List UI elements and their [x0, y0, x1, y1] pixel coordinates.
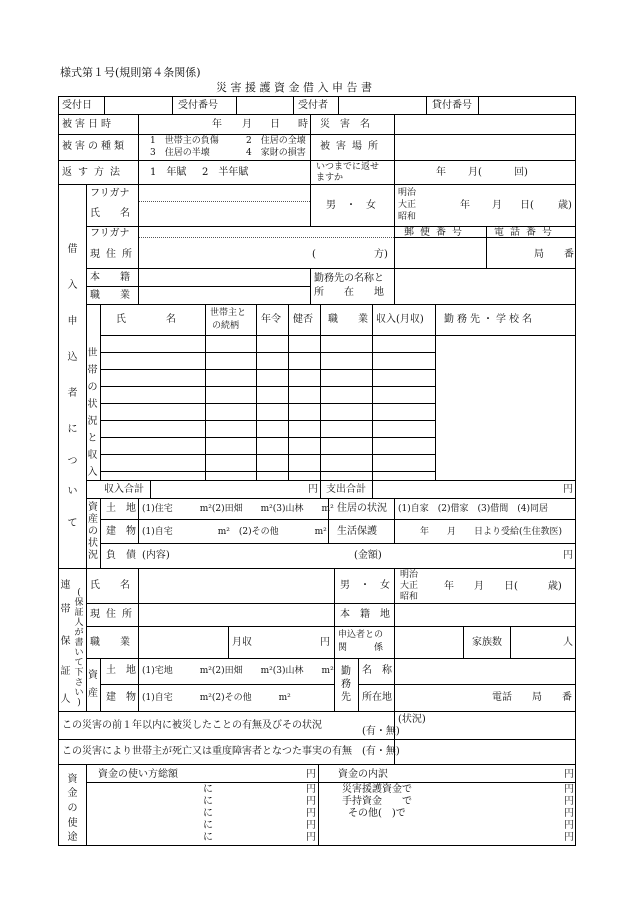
- welfare-detail: 年 月 日より受給(生住教医): [420, 527, 563, 537]
- applicant-era-showa: 昭和: [398, 212, 417, 222]
- guarantor-building-items: (1)自宅 m²(2)その他 m²: [142, 693, 291, 703]
- postal-code-label: 郵便番号: [404, 227, 468, 238]
- damage-type-option-2: 2 住居の全壊: [246, 136, 306, 146]
- receipt-number-label: 受付番号: [178, 100, 218, 111]
- guarantor-name-label: 氏 名: [90, 580, 130, 591]
- housing-status-options: (1)自家 (2)借家 (3)借間 (4)同居: [398, 504, 548, 514]
- guarantor-address-label: 現住所: [90, 609, 138, 620]
- repay-due-year-unit: 年: [436, 167, 446, 178]
- family-count-unit: 人: [563, 637, 573, 648]
- guarantor-work-name-label: 名 称: [362, 665, 392, 676]
- guarantor-birth-units: 年 月 日( 歳): [444, 581, 562, 592]
- damage-date-hour-unit: 時: [298, 119, 308, 130]
- use-purpose-particle: に: [203, 832, 213, 843]
- applicant-domicile-label: 本 籍: [90, 272, 130, 283]
- income-total-yen: 円: [308, 484, 318, 495]
- col-relation-line1: 世帯主と: [210, 308, 247, 318]
- applicant-age-unit: 歳): [558, 200, 572, 211]
- guarantor-relation-line1: 申込者との: [338, 630, 384, 640]
- receipt-date-label: 受付日: [62, 100, 92, 111]
- applicant-birth-month-unit: 月: [492, 200, 502, 211]
- guarantor-era-taisho: 大正: [400, 581, 419, 591]
- applicant-address-paren-open: (: [312, 249, 316, 260]
- fund-source-yen: 円: [564, 832, 574, 843]
- housing-status-label: 住居の状況: [337, 503, 387, 514]
- damage-type-option-1: 1 世帯主の負傷: [150, 136, 219, 146]
- repay-method-label: 返す方法: [62, 167, 126, 178]
- use-amount-yen: 円: [306, 796, 316, 807]
- assets-building-items: (1)自宅 m² (2)その他 m²: [142, 527, 327, 537]
- funds-breakdown-label: 資金の内訳: [338, 769, 388, 780]
- guarantor-era-meiji: 明治: [400, 570, 419, 580]
- guarantor-era-showa: 昭和: [400, 592, 419, 602]
- use-purpose-particle: に: [203, 808, 213, 819]
- assets-land-label: 土 地: [106, 503, 136, 514]
- applicant-era-taisho: 大正: [398, 200, 417, 210]
- repay-option-annual: 1 年賦: [150, 167, 187, 178]
- debt-amount-label: (金額): [354, 550, 382, 561]
- form-grid: 受付日 受付番号 受付者 貸付番号 被害日時 年 月 日 時 災 害 名 被害の種類 1 世帯主の負傷 2 住居の全壊 3 住居の半壊 4 家財の損害 被害場所 返す方法 1 年賦 2 半年賦 いつまでに返せ ますか 年 月( 回) 借 入 申 込 者 に つ い て フリガナ 氏 名 男 ・ 女 明治 大正 昭和 年 月 日( 歳) フリガナ 現住所 ( 方) 郵便番号 電話番号 局 番 本 籍 職 業 勤務先の名称と 所 在 地 世 帯 の 状 況 と 収 入 氏 名 世帯主と の続柄 年令 健否 職 業 収入(月収) 勤務先・学校名 収入合計 円 支出合計 円 資 産 の 状 況 土 地 (1)住宅 m²(2)田畑 m²(3)山林 m² 住居の状況 (1)自家 (2)借家 (3)借間 (4)同居 建 物 (1)自宅 m² (2)その他 m² 生活保護 年 月 日より受給(生住教医) 負 債 (内容) (金額) 円 連 帯 保 証 人 ( 保 証 人 が 書 い て 下 さ い ) 氏 名 男 ・ 女 明治 大正 昭和 年 月 日( 歳) 現住所 本 籍 地 職 業 月収 円 申込者との 関 係 家族数 人 資 産 土 地 (1)宅地 m²(2)田畑 m²(3)山林 m² 建 物 (1)自宅 m²(2)その他 m² 勤 務 先 名 称 所在地 電話 局 番 この災害の前１年以内に被災したことの有無及びその状況 (状況) (有・無) この災害により世帯主が死亡又は重度障害者となつた事実の有無 (有・無) 資 金 の 使 途 資金の使い方総額 円 資金の内訳 円 に 円 に 円 に 円 に 円 に 円 災害援護資金で 円 手持資金 で 円 その他( )で 円 円 円: [58, 96, 576, 846]
- damage-type-option-3: 3 住居の半壊: [150, 148, 210, 158]
- use-amount-yen: 円: [306, 820, 316, 831]
- guarantor-gender: 男 ・ 女: [340, 580, 390, 591]
- damage-date-label: 被害日時: [62, 119, 114, 130]
- applicant-address-paren-close: 方): [374, 249, 388, 260]
- repay-due-label-line1: いつまでに返せ: [316, 162, 380, 172]
- fund-source-label: 災害援護資金で: [342, 784, 412, 795]
- repay-due-label-line2: ますか: [316, 173, 344, 183]
- applicant-era-meiji: 明治: [398, 188, 417, 198]
- debt-label: 負 債: [106, 550, 136, 561]
- damage-date-day-unit: 日: [270, 119, 280, 130]
- form-number-label: 様式第１号(規則第４条関係): [60, 66, 201, 79]
- guarantor-occupation-label: 職 業: [90, 637, 130, 648]
- col-name: 氏 名: [116, 314, 176, 325]
- family-count-label: 家族数: [472, 637, 502, 648]
- guarantor-relation-line2: 関 係: [338, 643, 384, 653]
- damage-type-option-4: 4 家財の損害: [246, 148, 306, 158]
- use-amount-yen: 円: [306, 832, 316, 843]
- loan-number-label: 貸付番号: [432, 100, 472, 111]
- damage-date-month-unit: 月: [242, 119, 252, 130]
- guarantor-domicile-label: 本 籍 地: [340, 609, 390, 620]
- expense-total-label: 支出合計: [326, 484, 366, 495]
- funds-total-label: 資金の使い方総額: [98, 769, 178, 780]
- employer-label-line1: 勤務先の名称と: [314, 273, 384, 284]
- fund-source-yen: 円: [564, 820, 574, 831]
- col-health: 健否: [293, 314, 313, 325]
- col-income: 収入(月収): [376, 314, 424, 325]
- death-disability-answer: (有・無): [362, 746, 400, 757]
- receiver-label: 受付者: [298, 100, 328, 111]
- guarantor-income-yen: 円: [320, 637, 330, 648]
- damage-type-label: 被害の種類: [62, 141, 127, 152]
- guarantor-land-items: (1)宅地 m²(2)田畑 m²(3)山林 m²: [142, 666, 334, 676]
- col-relation-line2: の続柄: [212, 321, 240, 331]
- repay-due-month-unit: 月(: [468, 167, 482, 178]
- applicant-address-label: 現住所: [90, 249, 138, 260]
- guarantor-building-label: 建 物: [106, 692, 136, 703]
- damage-date-year-unit: 年: [212, 119, 222, 130]
- assets-land-items: (1)住宅 m²(2)田畑 m²(3)山林 m²: [142, 504, 334, 514]
- guarantor-land-label: 土 地: [106, 665, 136, 676]
- funds-breakdown-yen: 円: [564, 769, 574, 780]
- prior-disaster-answer: (有・無): [362, 726, 400, 737]
- applicant-occupation-label: 職 業: [90, 290, 130, 301]
- applicant-name-label: 氏 名: [90, 208, 130, 219]
- col-workplace: 勤務先・学校名: [444, 314, 535, 325]
- use-amount-yen: 円: [306, 808, 316, 819]
- fund-source-yen: 円: [564, 796, 574, 807]
- employer-label-line2: 所 在 地: [314, 287, 384, 298]
- prior-disaster-status-label: (状況): [398, 714, 426, 725]
- guarantor-work-place-label: 所在地: [362, 692, 392, 703]
- applicant-gender: 男 ・ 女: [326, 200, 376, 211]
- phone-number-label: 電話番号: [494, 227, 558, 238]
- fund-source-yen: 円: [564, 784, 574, 795]
- col-age: 年令: [261, 314, 281, 325]
- death-disability-question: この災害により世帯主が死亡又は重度障害者となつた事実の有無: [62, 746, 352, 757]
- applicant-furigana-label: フリガナ: [90, 188, 130, 199]
- applicant-birth-year-unit: 年: [460, 200, 470, 211]
- fund-source-label: 手持資金 で: [342, 796, 412, 807]
- applicant-furigana2-label: フリガナ: [90, 228, 130, 239]
- fund-source-yen: 円: [564, 808, 574, 819]
- expense-total-yen: 円: [563, 484, 573, 495]
- income-total-label: 収入合計: [104, 484, 144, 495]
- repay-option-semiannual: 2 半年賦: [202, 167, 249, 178]
- debt-yen-unit: 円: [563, 550, 573, 561]
- welfare-label: 生活保護: [337, 526, 377, 537]
- funds-total-yen: 円: [306, 769, 316, 780]
- use-amount-yen: 円: [306, 784, 316, 795]
- phone-exchange-label: 局 番: [534, 249, 574, 260]
- guarantor-monthly-income-label: 月収: [232, 637, 252, 648]
- use-purpose-particle: に: [203, 820, 213, 831]
- use-purpose-particle: に: [203, 784, 213, 795]
- applicant-birth-day-unit: 日(: [520, 200, 534, 211]
- form-title: 災 害 援 護 資 金 借 入 申 告 書: [216, 81, 372, 94]
- use-purpose-particle: に: [203, 796, 213, 807]
- assets-building-label: 建 物: [106, 526, 136, 537]
- prior-disaster-question: この災害の前１年以内に被災したことの有無及びその状況: [62, 720, 322, 731]
- damage-place-label: 被害場所: [320, 141, 384, 152]
- disaster-name-label: 災 害 名: [320, 119, 370, 130]
- col-occupation: 職 業: [328, 314, 368, 325]
- repay-due-times-unit: 回): [514, 167, 528, 178]
- debt-content-label: (内容): [142, 550, 170, 561]
- fund-source-label: その他( )で: [348, 808, 406, 819]
- guarantor-phone-label: 電話 局 番: [492, 692, 572, 703]
